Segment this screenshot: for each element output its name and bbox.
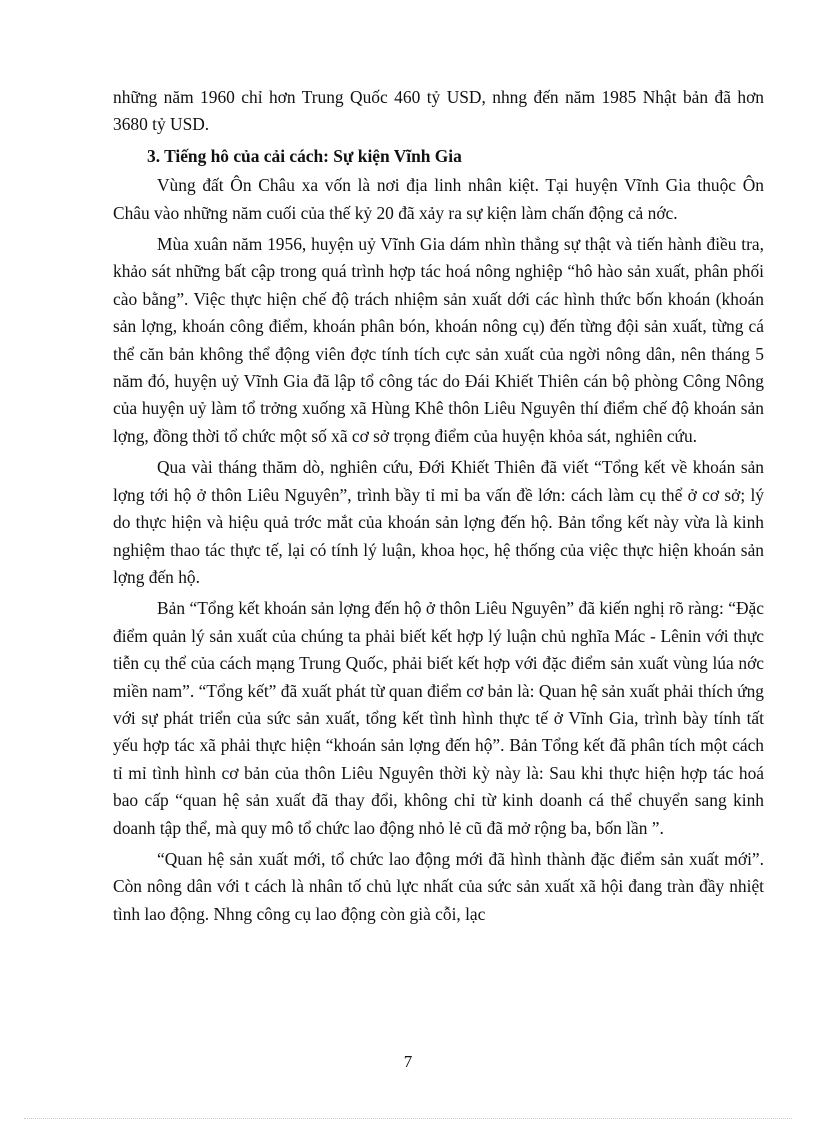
paragraph-3: Qua vài tháng thăm dò, nghiên cứu, Đới Khiết Thiên đã viết “Tổng kết về khoán sản lợng tới hộ ở thôn Liêu Nguyên”, trình bầy tỉ mỉ ba vấn đề lớn: cách làm cụ thể ở cơ sở; lý do thực hiện và hiệu quả trớc mắt của khoán sản lợng đến hộ. Bản tổng kết này vừa là kinh nghiệm thao tác thực tế, lại có tính lý luận, khoa học, hệ thống của việc thực hiện khoán sản lợng đến hộ.	[113, 457, 764, 587]
page-body	[113, 84, 764, 932]
intro-paragraph: những năm 1960 chỉ hơn Trung Quốc 460 tỷ USD, nhng đến năm 1985 Nhật bản đã hơn 3680 tỷ USD.	[113, 87, 764, 135]
paragraph-2: Mùa xuân năm 1956, huyện uỷ Vĩnh Gia dám nhìn thẳng sự thật và tiến hành điều tra, khảo sát những bất cập trong quá trình hợp tác hoá nông nghiệp “hô hào sản xuất, phân phối cào bằng”. Việc thực hiện chế độ trách nhiệm sản xuất dới các hình thức bốn khoán (khoán sản lợng, khoán công điểm, khoán phân bón, khoán nông cụ) đến từng đội sản xuất, từng cá thể căn bản không thể động viên đợc tính tích cực sản xuất của ngời nông dân, nên tháng 5 năm đó, huyện uỷ Vĩnh Gia đã lập tổ công tác do Đái Khiết Thiên cán bộ phòng Công Nông của huyện uỷ làm tổ trởng xuống xã Hùng Khê thôn Liêu Nguyên thí điểm chế độ khoán sản lợng, đồng thời tổ chức một số xã cơ sở trọng điểm của huyện khỏa sát, nghiên cứu.	[113, 234, 764, 446]
page-number: 7	[403, 1052, 413, 1071]
paragraph-5: “Quan hệ sản xuất mới, tổ chức lao động mới đã hình thành đặc điểm sản xuất mới”. Còn nông dân với t cách là nhân tố chủ lực nhất của sức sản xuất xã hội đang tràn đầy nhiệt tình lao động. Nhng công cụ lao động còn già cỗi, lạc	[113, 848, 764, 924]
page-bottom-divider	[24, 1118, 792, 1119]
paragraph-4: Bản “Tổng kết khoán sản lợng đến hộ ở thôn Liêu Nguyên” đã kiến nghị rõ ràng: “Đặc điểm quản lý sản xuất của chúng ta phải biết kết hợp lý luận chủ nghĩa Mác - Lênin với thực tiễn cụ thể của cách mạng Trung Quốc, phải biết kết hợp với đặc điểm sản xuất vùng lúa nớc miền nam”. “Tổng kết” đã xuất phát từ quan điểm cơ bản là: Quan hệ sản xuất phải thích ứng với sự phát triển của sức sản xuất, tổng kết tình hình thực tế ở Vĩnh Gia, trình bày tính tất yếu hợp tác xã phải thực hiện “khoán sản lợng đến hộ”. Bản Tổng kết đã phân tích một cách tỉ mỉ tình hình cơ bản của thôn Liêu Nguyên thời kỳ này là: Sau khi thực hiện hợp tác hoá bao cấp “quan hệ sản xuất đã thay đổi, không chỉ từ kinh doanh cá thể chuyển sang kinh doanh tập thể, mà quy mô tổ chức lao động nhỏ lẻ cũ đã mở rộng ba, bốn lần ”.	[113, 598, 764, 838]
section-heading: 3. Tiếng hô của cải cách: Sự kiện Vĩnh Gia	[147, 145, 462, 166]
paragraph-1: Vùng đất Ôn Châu xa vốn là nơi địa linh nhân kiệt. Tại huyện Vĩnh Gia thuộc Ôn Châu vào những năm cuối của thế kỷ 20 đã xảy ra sự kiện làm chấn động cả nớc.	[113, 175, 764, 223]
